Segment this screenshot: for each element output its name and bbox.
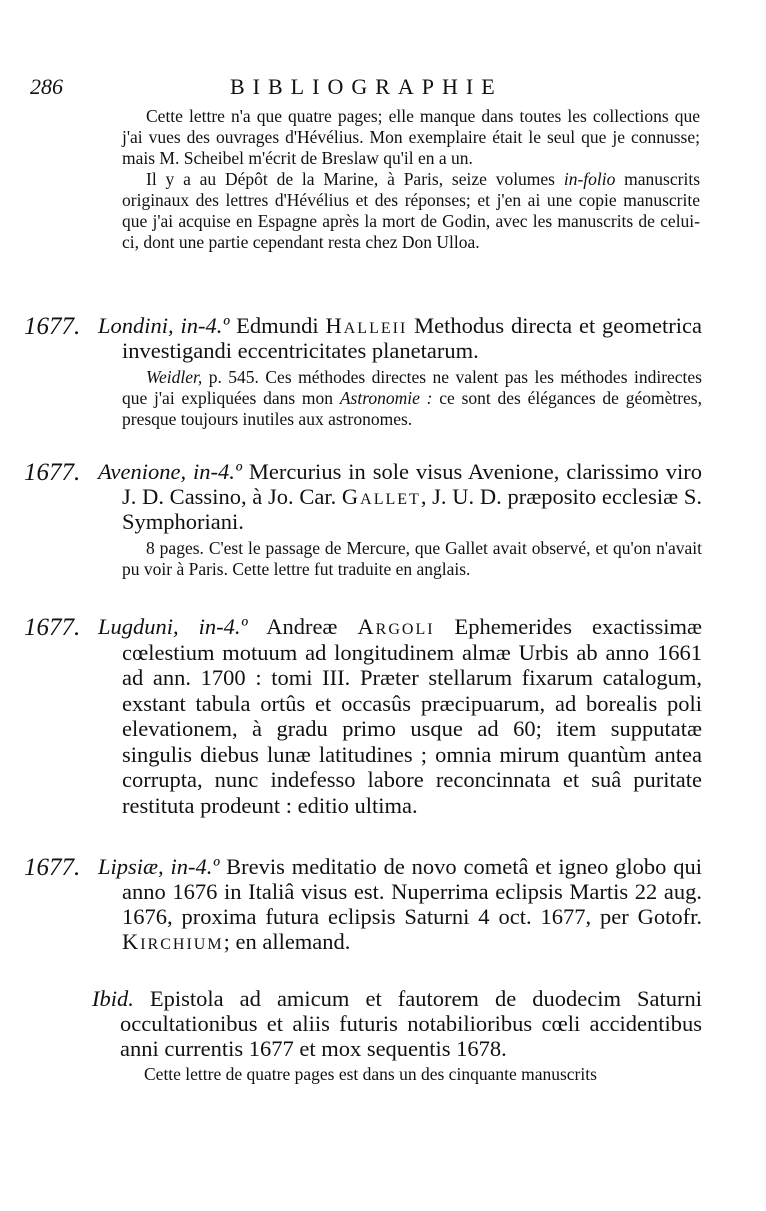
entry-text: Avenione, in-4.º Mercurius in sole visus Avenione, clarissimo viro J. D. Cassino, à Jo. Car. Gallet, J. U. D. præposito ecclesiæ S. Symphoriani. <box>98 459 702 534</box>
entry-text: Lipsiæ, in-4.º Brevis meditatio de novo cometâ et igneo globo qui anno 1676 in Italiâ visus est. Nuperrima eclipsis Martis 22 aug. 1676, proxima futura eclipsis Saturni 4 oct. 1677, per Gotofr. Kirchium; en allemand. <box>98 854 703 954</box>
entry-halley <box>24 313 702 430</box>
ibid-note: Cette lettre de quatre pages est dans un des cinquante manuscrits <box>144 1064 597 1084</box>
entry-year: 1677. <box>24 313 81 340</box>
entry-gallet <box>24 459 702 580</box>
entry-year: 1677. <box>24 459 81 486</box>
ibid-text: Ibid. Epistola ad amicum et fautorem de duodecim Saturni occultationibus et aliis futuris notabilioribus cœli accidentibus anni currentis 1677 et mox sequentis 1678. <box>92 986 702 1061</box>
intro-notes <box>122 106 700 253</box>
intro-paragraph-2: Il y a au Dépôt de la Marine, à Paris, seize volumes in-folio manuscrits originaux des lettres d'Hévélius et des réponses; et j'en ai une copie manuscrite que j'ai acquise en Espagne après la mort de Godin, avec les manuscrits de celui-ci, dont une partie cependant resta chez Don Ulloa. <box>122 169 700 252</box>
intro-paragraph-1: Cette lettre n'a que quatre pages; elle manque dans toutes les collections que j'ai vues des ouvrages d'Hévélius. Mon exemplaire était le seul que je connusse; mais M. Scheibel m'écrit de Breslaw qu'il en a un. <box>122 106 700 168</box>
entry-ibid <box>92 986 702 1061</box>
entry-text: Lugduni, in-4.º Andreæ Argoli Ephemerides exactissimæ cœlestium motuum ad longitudinem almæ Urbis ab anno 1661 ad ann. 1700 : tomi III. Præter stellarum fixarum catalogum, exstant tabula ortûs et occasûs præcipuarum, ad borealis poli elevationem, à gradu primo usque ad 60; item supputatæ singulis diebus lunæ latitudines ; omnia mirum quantùm antea corrupta, nunc indefesso labore reconcinnata et suâ puritate restituta prodeunt : editio ultima. <box>98 614 702 818</box>
entry-note: Weidler, p. 545. Ces méthodes directes ne valent pas les méthodes indirectes que j'ai expliquées dans mon Astronomie : ce sont des élégances de géomètres, presque toujours inutiles aux astronomes. <box>122 367 702 429</box>
entry-text: Londini, in-4.º Edmundi Halleii Methodus directa et geometrica investigandi eccentricitates planetarum. <box>98 313 702 363</box>
page-number: 286 <box>30 74 63 99</box>
entry-year: 1677. <box>24 614 81 641</box>
running-title: BIBLIOGRAPHIE <box>230 74 503 99</box>
entry-year: 1677. <box>24 854 81 881</box>
running-header <box>30 74 730 102</box>
entry-kirch <box>24 854 702 954</box>
entry-note: 8 pages. C'est le passage de Mercure, que Gallet avait observé, et qu'on n'avait pu voir à Paris. Cette lettre fut traduite en anglais. <box>122 538 702 579</box>
entry-argoli <box>24 614 702 818</box>
